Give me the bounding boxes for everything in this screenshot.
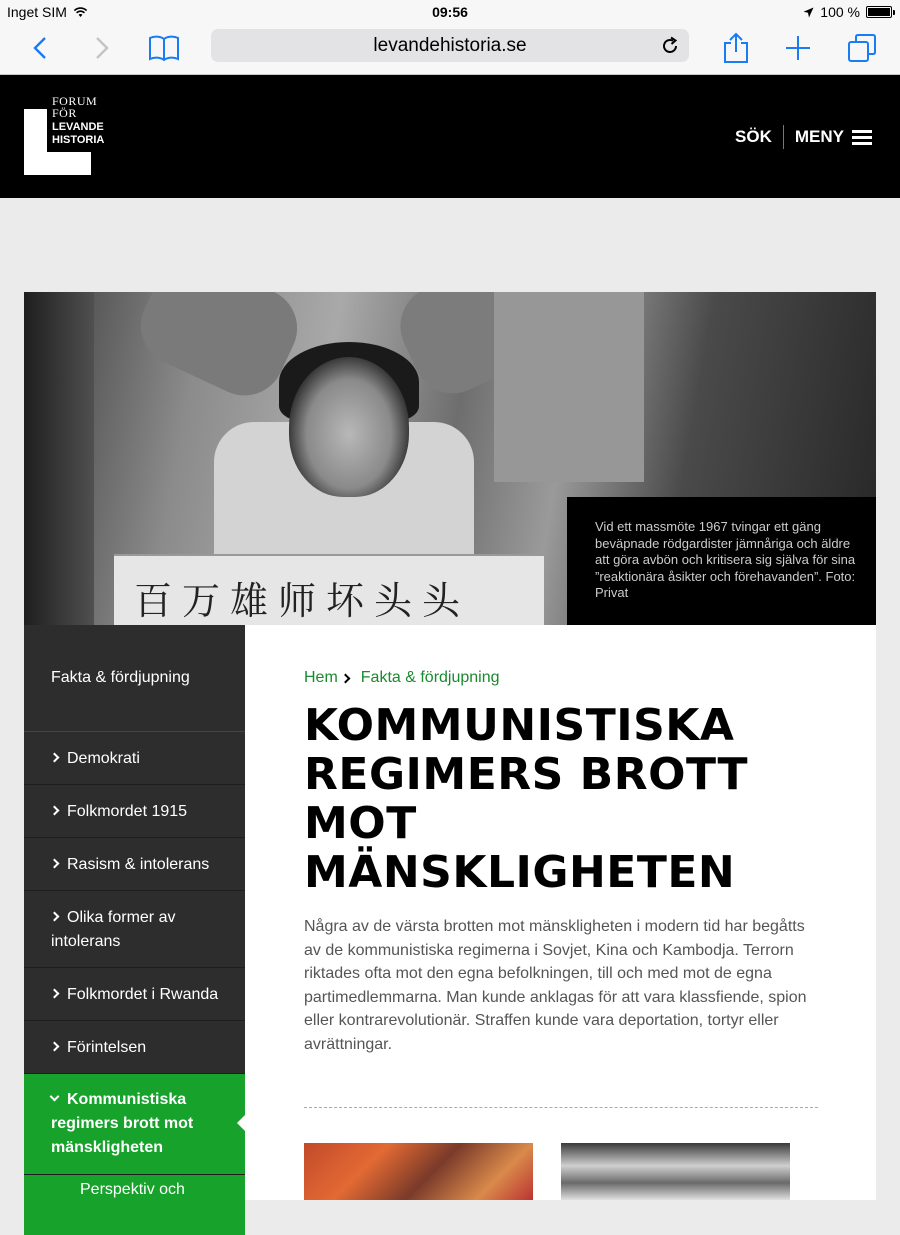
plus-icon [785,35,811,61]
sidebar-item-label: Folkmordet 1915 [67,803,188,820]
battery-icon [866,6,892,18]
sidebar-item-rwanda[interactable] [24,968,245,1021]
tabs-icon [847,33,877,63]
chevron-down-icon [50,1092,60,1102]
breadcrumb-section[interactable]: Fakta & fördjupning [360,669,500,686]
chevron-left-icon [33,36,47,60]
article-thumbnail-portrait[interactable] [561,1143,790,1200]
bookmarks-button[interactable] [144,30,184,66]
chevron-right-icon [50,806,60,816]
breadcrumb-home[interactable]: Hem [304,669,338,686]
hamburger-icon[interactable] [852,130,872,145]
forward-button[interactable] [82,30,122,66]
chevron-right-icon [50,1042,60,1052]
sidebar-item-label: Kommunistiska regimers brott mot mänskligheten [51,1091,194,1156]
sign-text: 百万雄师坏头头 [134,579,471,623]
carrier-label: Inget SIM [7,4,67,20]
sidebar-heading[interactable]: Fakta & fördjupning [24,625,245,732]
sidebar-item-label: Förintelsen [67,1039,147,1056]
chevron-right-icon [340,673,350,683]
chevron-right-icon [50,989,60,999]
article-lead: Några av de värsta brotten mot mänskligheten i modern tid har begåtts av de kommunistiska regimerna i Sovjet, Kina och Kambodja. Terrorn riktades ofta mot den egna befolkningen, till och med mot de egna partimedlemmarna. Man kunde anklagas för att vara klassfiende, spion eller kontrarevolutionär. Straffen kunde vara deportation, tortyr eller avrättningar. [304,918,807,1053]
nav-divider [783,125,784,149]
status-bar [0,0,900,24]
hero-image [24,292,876,625]
chevron-right-icon [95,36,109,60]
site-header [0,75,900,198]
article-thumbnail-poster[interactable] [304,1143,533,1200]
photo-sign [114,554,544,625]
chevron-right-icon [50,859,60,869]
new-tab-button[interactable] [778,30,818,66]
tabs-button[interactable] [842,30,882,66]
share-icon [723,32,749,64]
sidebar-item-kommunistiska-regimer[interactable] [24,1074,245,1175]
page-title: KOMMUNISTISKA REGIMERS BROTT MOT MÄNSKLIGHETEN [304,700,749,898]
search-link[interactable]: SÖK [735,127,772,146]
browser-toolbar [0,24,900,75]
sidebar-item-intolerans[interactable] [24,891,245,968]
menu-button[interactable]: MENY [794,127,844,146]
divider [304,1107,818,1108]
sidebar-item-label: Rasism & intolerans [67,856,210,873]
book-icon [148,35,180,61]
header-nav [735,125,872,149]
site-logo[interactable] [24,95,134,177]
chevron-right-icon [50,753,60,763]
breadcrumb [304,669,500,687]
sidebar-item-forintelsen[interactable] [24,1021,245,1074]
sidebar-subitem[interactable]: Perspektiv och [24,1175,245,1235]
hero-caption: Vid ett massmöte 1967 tvingar ett gäng beväpnade rödgardister jämnåriga och äldre att göra avbön och kritisera sig själva för sina ”reaktionära åsikter och förehavanden”. Foto: Privat [567,497,876,625]
logo-line-1: FORUM [52,94,98,108]
chevron-right-icon [50,912,60,922]
sidebar-item-label: Olika former av intolerans [51,909,176,950]
battery-percent: 100 % [820,4,860,20]
sidebar-item-label: Folkmordet i Rwanda [67,986,219,1003]
logo-line-4: HISTORIA [52,134,105,146]
address-bar[interactable] [211,29,689,62]
logo-line-2: FÖR [52,106,77,120]
url-text: levandehistoria.se [373,35,527,56]
sidebar-item-label: Demokrati [67,750,140,767]
section-sidebar [24,625,245,1200]
logo-line-3: LEVANDE [52,121,104,133]
logo-mark-base [24,152,91,175]
reload-icon[interactable] [659,35,681,57]
sidebar-item-rasism[interactable] [24,838,245,891]
photo-subject [289,357,409,497]
location-arrow-icon [803,7,814,18]
back-button[interactable] [20,30,60,66]
article-content [245,625,876,1200]
share-button[interactable] [716,30,756,66]
sidebar-item-demokrati[interactable] [24,732,245,785]
clock: 09:56 [432,4,468,20]
sidebar-item-folkmordet-1915[interactable] [24,785,245,838]
